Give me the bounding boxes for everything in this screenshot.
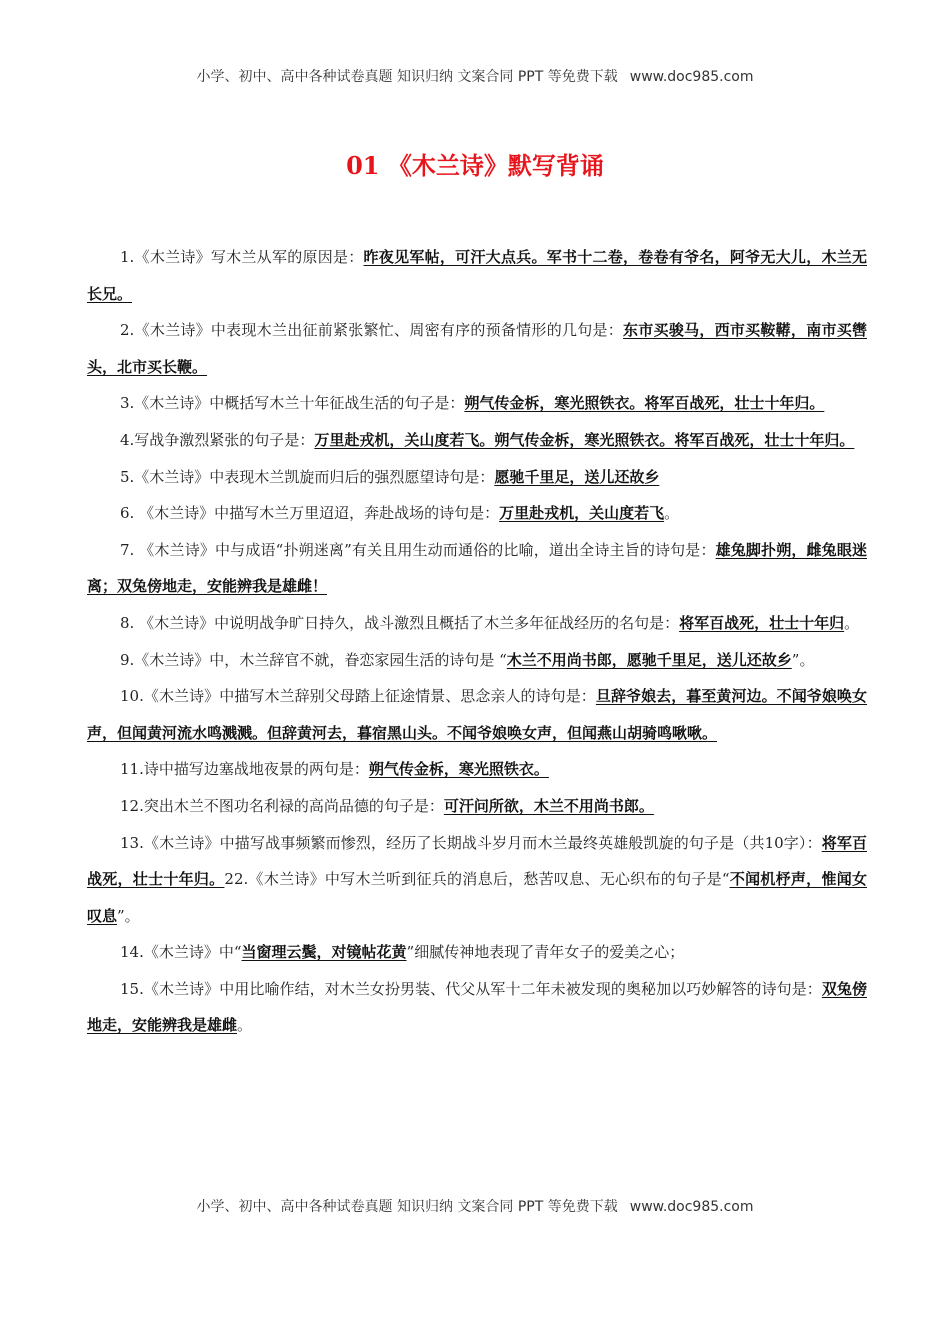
question-text: 1.《木兰诗》写木兰从军的原因是： [120,248,364,266]
answer-text: 昨夜见军帖，可汗大点兵。军书十二卷，卷卷有爷名，阿爷无大儿，木兰无长兄。 [87,248,867,303]
question-text: 5.《木兰诗》中表现木兰凯旋而归后的强烈愿望诗句是： [120,467,495,486]
question-text: 。 [664,504,680,523]
question-text: 2.《木兰诗》中表现木兰出征前紧张繁忙、周密有序的预备情形的几句是： [120,321,624,340]
question-text: 8. 《木兰诗》中说明战争旷日持久，战斗激烈且概括了木兰多年征战经历的名句是： [120,613,680,632]
question-item [87,788,867,825]
page-footer [0,1196,950,1216]
answer-text: 将军百战死，壮士十年归。 [87,833,867,889]
question-text: 11.诗中描写边塞战地夜景的两句是： [120,760,369,779]
question-item [87,459,867,496]
question-text: 。 [237,1016,253,1035]
question-text: 22.《木兰诗》中写木兰听到征兵的消息后，愁苦叹息、无心织布的句子是“ [224,870,730,889]
header-text: 小学、初中、高中各种试卷真题 知识归纳 文案合同 PPT 等免费下载 [196,69,618,85]
question-item [87,934,867,971]
question-item [87,532,867,605]
question-item [87,239,867,312]
footer-url[interactable]: www.doc985.com [629,1199,754,1215]
header-url[interactable]: www.doc985.com [629,69,754,85]
answer-text: 愿驰千里足，送儿还故乡 [494,467,660,486]
answer-text: 万里赴戎机，关山度若飞。朔气传金柝，寒光照铁衣。将军百战死，壮士十年归。 [314,430,855,449]
question-item [87,422,867,459]
question-item [87,751,867,788]
question-item [87,495,867,532]
question-item [87,678,867,751]
answer-text: 万里赴戎机，关山度若飞 [499,504,665,523]
question-text: 14.《木兰诗》中“ [120,943,242,962]
question-item [87,605,867,642]
answer-text: 木兰不用尚书郎，愿驰千里足，送儿还故乡 [506,650,792,669]
question-item [87,971,867,1044]
answer-text: 朔气传金柝，寒光照铁衣。 [368,760,549,779]
page-header [0,66,950,86]
question-text: ”。 [791,650,815,669]
question-list [87,239,867,1044]
question-item [87,312,867,385]
question-text: 3.《木兰诗》中概括写木兰十年征战生活的句子是： [120,394,465,413]
answer-text: 不闻机杼声，惟闻女叹息 [87,870,867,925]
question-text: 4.写战争激烈紧张的句子是： [120,430,315,449]
answer-text: 朔气传金柝，寒光照铁衣。将军百战死，壮士十年归。 [464,394,825,413]
page-title: 01 《木兰诗》默写背诵 [346,151,604,180]
question-text: 10.《木兰诗》中描写木兰辞别父母踏上征途情景、思念亲人的诗句是： [120,687,596,706]
answer-text: 双兔傍地走，安能辨我是雄雌 [87,979,867,1035]
question-text: 。 [844,613,860,632]
question-text: 6. 《木兰诗》中描写木兰万里迢迢，奔赴战场的诗句是： [120,504,500,523]
answer-text: 当窗理云鬓，对镜帖花黄 [241,943,407,962]
question-text: 15.《木兰诗》中用比喻作结，对木兰女扮男装、代父从军十二年未被发现的奥秘加以巧妙解答的诗句是： [120,979,822,998]
question-text: 13.《木兰诗》中描写战事频繁而惨烈，经历了长期战斗岁月而木兰最终英雄般凯旋的句子是（共10字）： [120,833,822,852]
answer-text: 东市买骏马，西市买鞍鞯，南市买辔头，北市买长鞭。 [87,321,867,376]
question-item [87,642,867,679]
footer-text: 小学、初中、高中各种试卷真题 知识归纳 文案合同 PPT 等免费下载 [196,1199,618,1215]
question-text: 7. 《木兰诗》中与成语“扑朔迷离”有关且用生动而通俗的比喻，道出全诗主旨的诗句是： [120,540,716,559]
answer-text: 可汗问所欲，木兰不用尚书郎。 [443,796,654,815]
question-text: ”。 [117,906,140,925]
question-text: 9.《木兰诗》中，木兰辞官不就，眷恋家园生活的诗句是 “ [120,650,507,669]
question-item [87,825,867,935]
question-item [87,385,867,422]
answer-text: 旦辞爷娘去，暮至黄河边。不闻爷娘唤女声，但闻黄河流水鸣溅溅。但辞黄河去，暮宿黑山头。不闻爷娘唤女声，但闻燕山胡骑鸣啾啾。 [87,687,867,742]
answer-text: 雄兔脚扑朔，雌兔眼迷离；双兔傍地走，安能辨我是雄雌！ [87,540,867,596]
answer-text: 将军百战死，壮士十年归 [679,613,845,632]
question-text: 12.突出木兰不图功名利禄的高尚品德的句子是： [120,796,444,815]
question-text: ”细腻传神地表现了青年女子的爱美之心； [406,943,685,962]
